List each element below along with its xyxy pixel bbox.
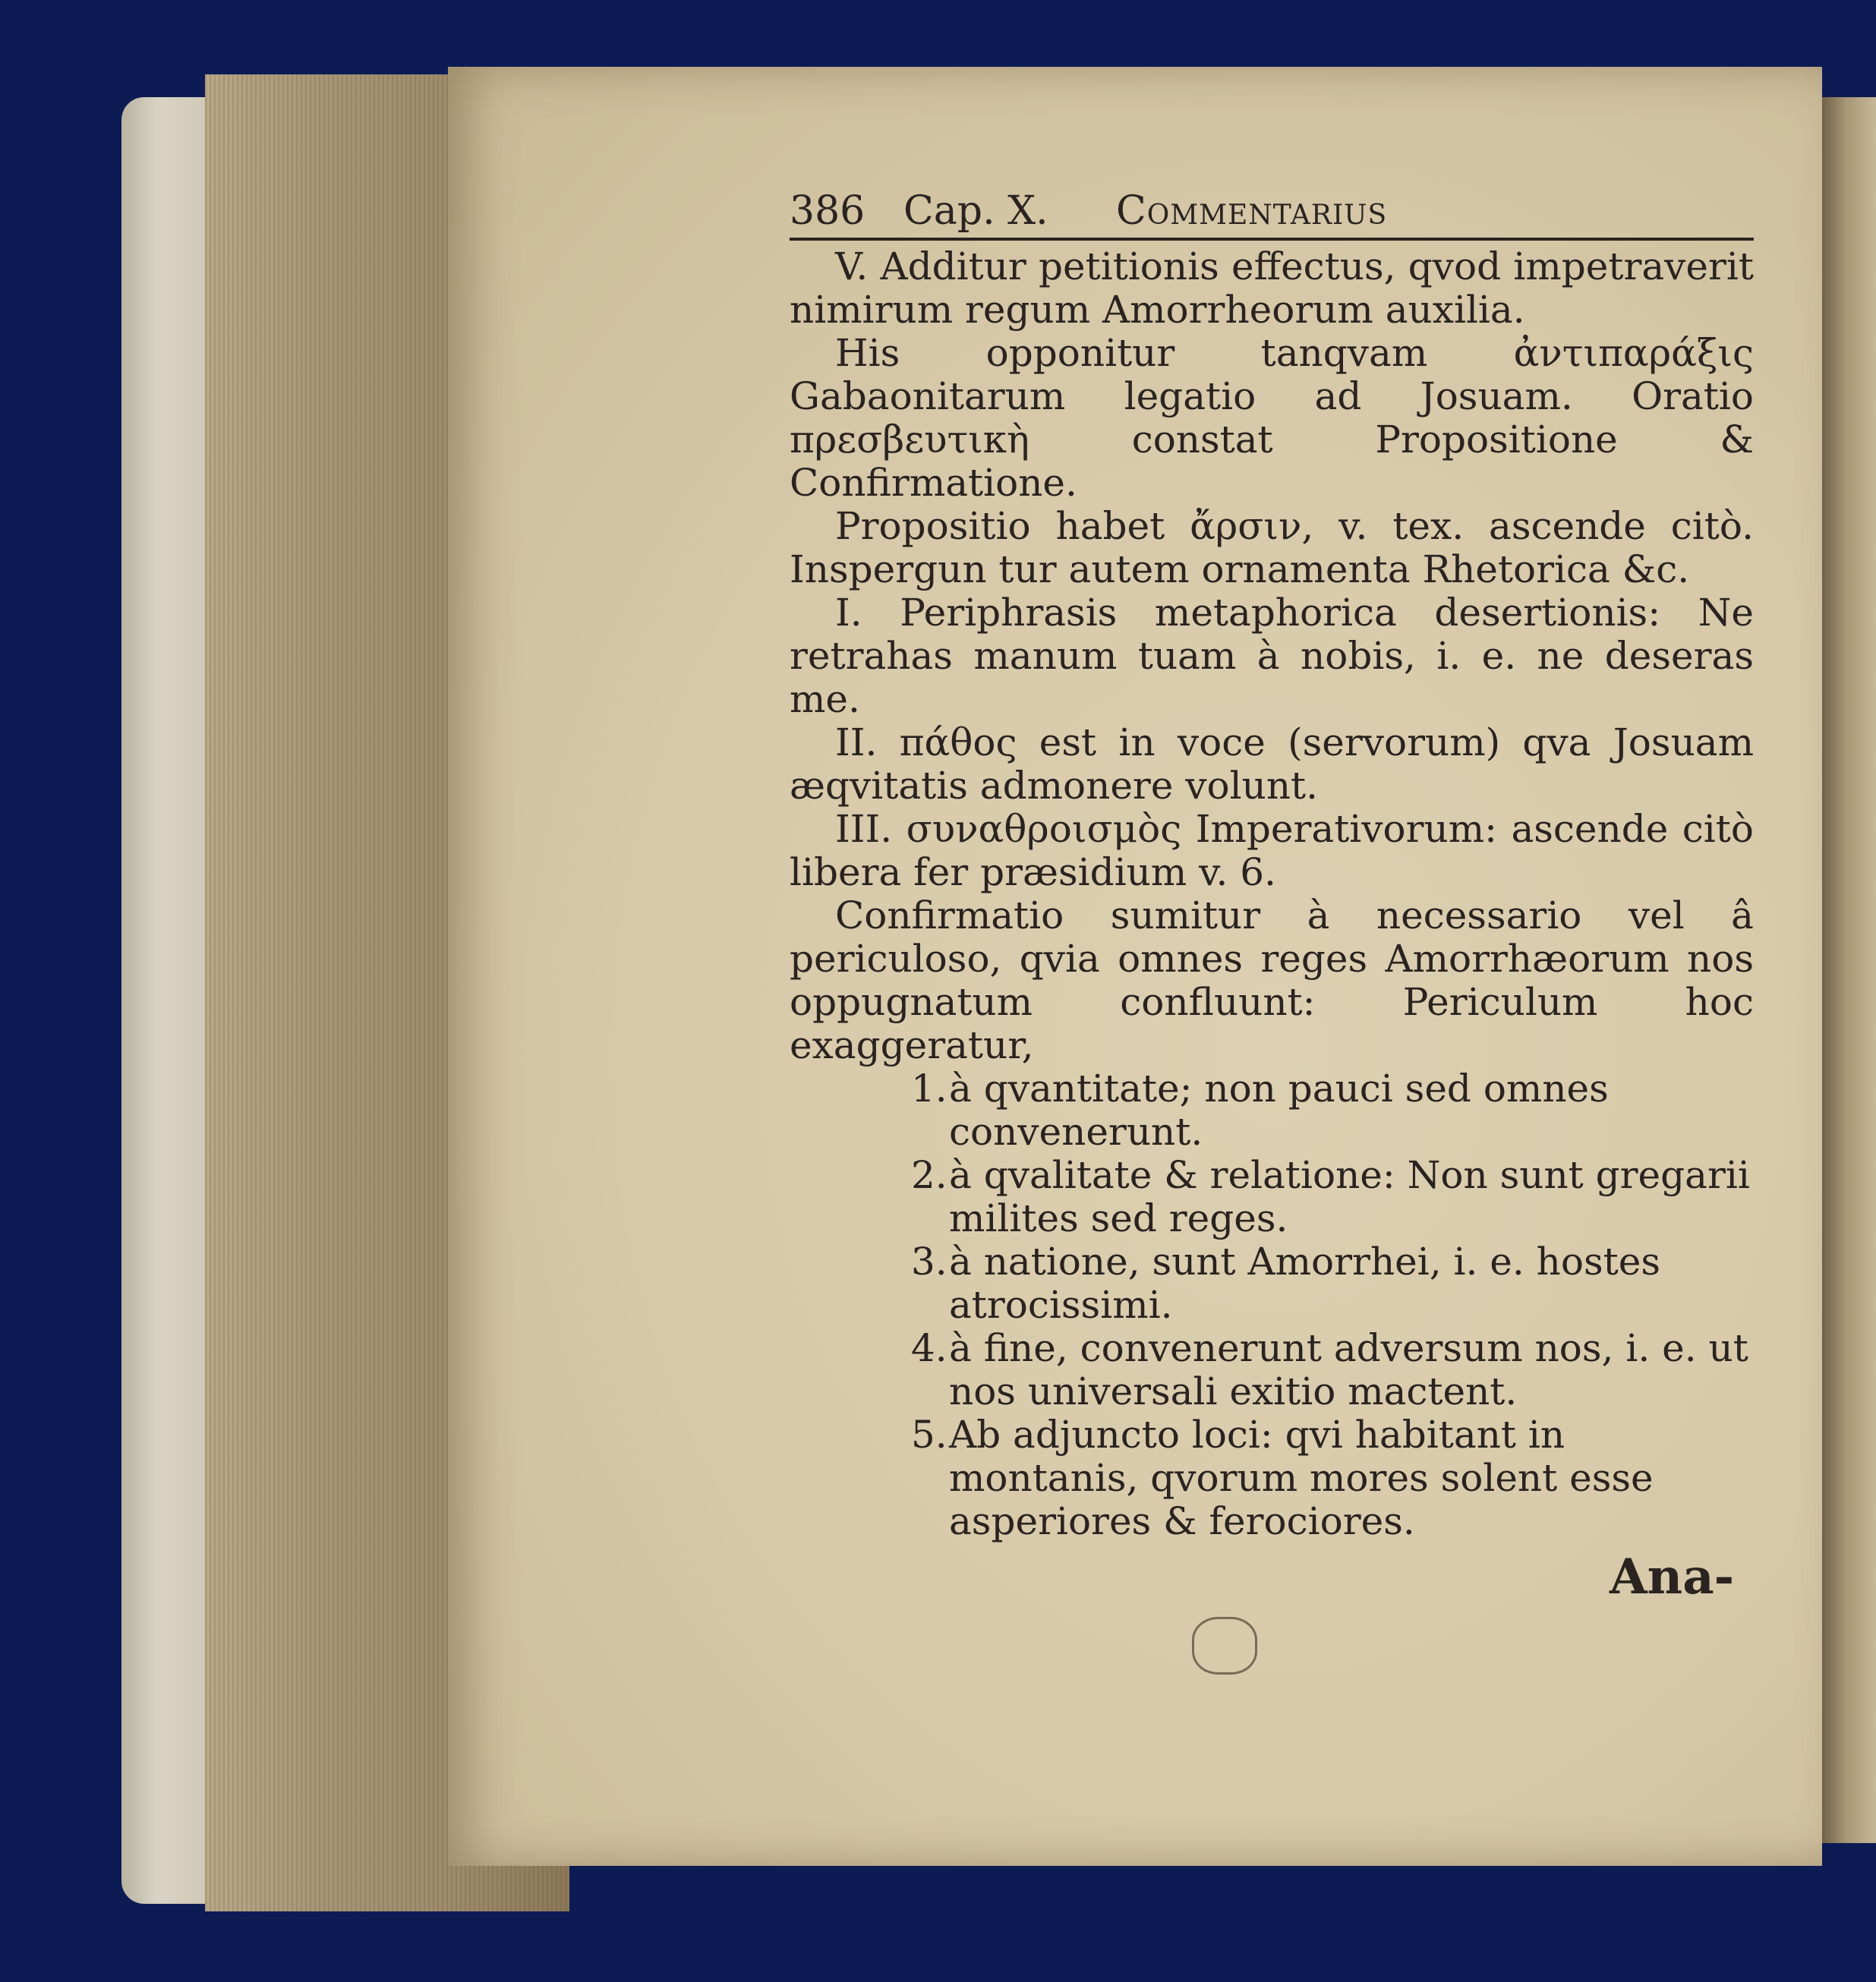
library-stamp [1192, 1617, 1257, 1675]
list-text: à qvalitate & relatione: Non sunt gregarii milites sed reges. [949, 1153, 1750, 1240]
page-text [790, 190, 1754, 1543]
list-text: Ab adjuncto loci: qvi habitant in montanis, qvorum mores solent esse asperiores & ferociores. [949, 1413, 1654, 1543]
list-text: à natione, sunt Amorrhei, i. e. hostes atrocissimi. [949, 1240, 1660, 1327]
list-number: 5. [911, 1413, 947, 1457]
catchword: Ana- [1610, 1549, 1735, 1605]
list-item [911, 1154, 1754, 1240]
paragraph: I. Periphrasis metaphorica desertionis: Ne retrahas manum tuam à nobis, i. e. ne deseras me. [790, 591, 1754, 721]
running-header [790, 190, 1754, 241]
chapter-label: Cap. X. [903, 188, 1048, 234]
list-number: 2. [911, 1153, 947, 1197]
list-number: 1. [911, 1067, 947, 1111]
list-item [911, 1327, 1754, 1413]
paragraph: V. Additur petitionis effectus, qvod impetraverit nimirum regum Amorrheorum auxilia. [790, 244, 1754, 332]
list-item [911, 1067, 1754, 1154]
list-number: 3. [911, 1240, 947, 1284]
book-cover-spine [121, 97, 213, 1904]
paragraph: III. συναθροισμὸς Imperativorum: ascende citò libera fer præsidium v. 6. [790, 807, 1754, 894]
paragraph: Propositio habet ἄρσιν, v. tex. ascende citò. Inspergun tur autem ornamenta Rhetorica &c. [790, 504, 1754, 591]
paragraph: Confirmatio sumitur à necessario vel â periculoso, qvia omnes reges Amorrhæorum nos oppugnatum confluunt: Periculum hoc exaggeratur, [790, 893, 1754, 1067]
page-number: 386 [790, 188, 865, 234]
list-text: à qvantitate; non pauci sed omnes convenerunt. [949, 1067, 1609, 1154]
list-item [911, 1240, 1754, 1327]
facing-page-edge [1822, 97, 1876, 1843]
list-item [911, 1413, 1754, 1543]
enumerated-list [911, 1067, 1754, 1543]
paragraph: II. πάθος est in voce (servorum) qva Josuam æqvitatis admonere volunt. [790, 720, 1754, 808]
list-text: à fine, convenerunt adversum nos, i. e. ut nos universali exitio mactent. [949, 1326, 1748, 1413]
running-title: Commentarius [1116, 188, 1388, 234]
list-number: 4. [911, 1326, 947, 1370]
paragraph: His opponitur tanqvam ἀντιπαράξις Gabaonitarum legatio ad Josuam. Oratio πρεσβευτικὴ constat Propositione & Confirmatione. [790, 331, 1754, 505]
